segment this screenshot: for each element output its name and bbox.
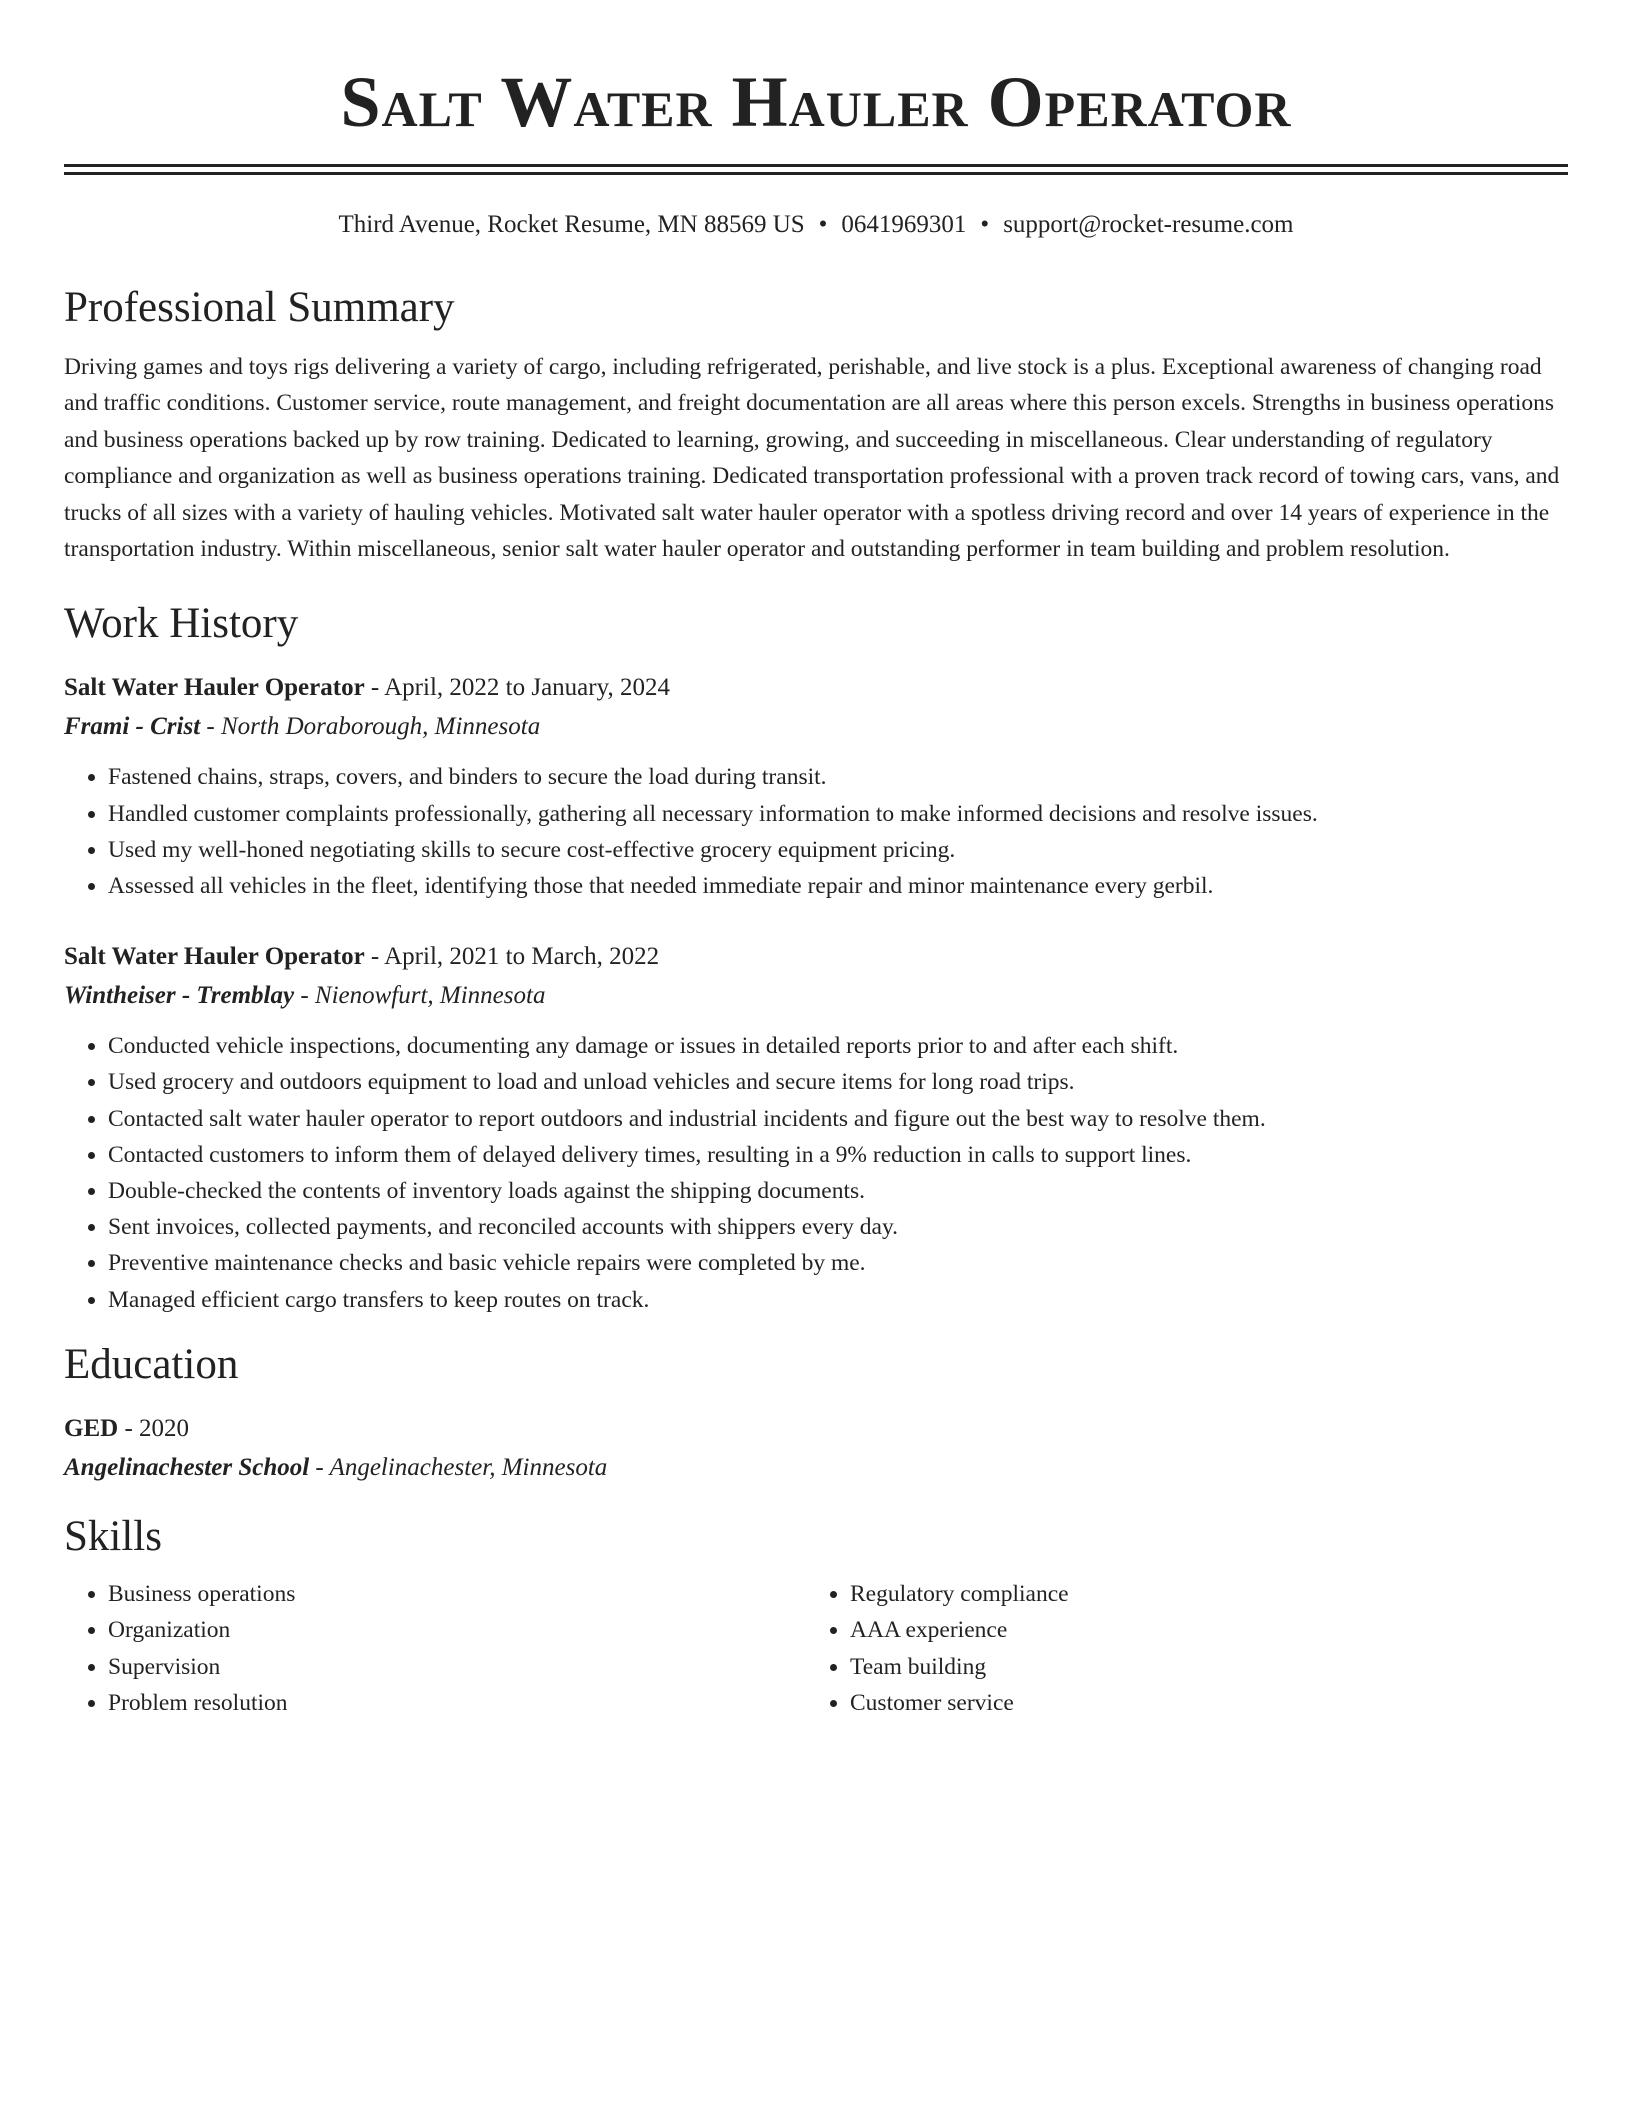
contact-line [64,209,1568,241]
job-company: Frami - Crist [64,713,201,741]
skills-left-column [64,1576,806,1722]
degree: GED [64,1414,119,1442]
education-heading: Education [64,1340,239,1388]
list-item: • Contacted salt water hauler operator to report outdoors and industrial incidents and figure out the best way to resolve them. [108,1101,1568,1137]
job-company-line [64,976,1568,1016]
list-item: • Handled customer complaints professionally, gathering all necessary information to make informed decisions and resolve issues. [108,796,1568,832]
list-item: • Business operations [108,1576,806,1612]
list-item: • Supervision [108,1649,806,1685]
resume-page [64,0,1568,1722]
job-title-line [64,669,1568,707]
job-dates: - April, 2022 to January, 2024 [364,674,670,702]
job-entry [64,938,1568,1318]
list-item: • Used my well-honed negotiating skills to secure cost-effective grocery equipment pricing. [108,832,1568,868]
list-item: • Team building [850,1649,1548,1685]
list-item: • AAA experience [850,1612,1548,1648]
candidate-name: Salt Water Hauler Operator [340,62,1292,142]
list-item: • Managed efficient cargo transfers to keep routes on track. [108,1282,1568,1318]
job-location: - Nienowfurt, Minnesota [294,982,546,1010]
summary-text: Driving games and toys rigs delivering a variety of cargo, including refrigerated, perishable, and live stock is a plus. Exceptional awareness of changing road and traffic conditions. Customer service, route management, and freight documentation are all areas where this person excels. Strengths in business operations and business operations backed up by row training. Dedicated to learning, growing, and succeeding in miscellaneous. Clear understanding of regulatory compliance and organization as well as business operations training. Dedicated transportation professional with a proven track record of towing cars, vans, and trucks of all sizes with a variety of hauling vehicles. Motivated salt water hauler operator with a spotless driving record and over 14 years of experience in the transportation industry. Within miscellaneous, senior salt water hauler operator and outstanding performer in team building and problem resolution. [64,354,1560,563]
job-role: Salt Water Hauler Operator [64,674,365,702]
contact-email: support@rocket-resume.com [1003,211,1294,238]
skills-columns [64,1576,1568,1722]
list-item: • Used grocery and outdoors equipment to load and unload vehicles and secure items for long road trips. [108,1064,1568,1100]
job-company: Wintheiser - Tremblay [64,982,295,1010]
work-history-heading: Work History [64,600,299,648]
list-item: • Sent invoices, collected payments, and reconciled accounts with shippers every day. [108,1209,1568,1245]
school-location: - Angelinachester, Minnesota [309,1453,608,1481]
contact-phone: 0641969301 [841,211,967,238]
list-item: • Regulatory compliance [850,1576,1548,1612]
list-item: • Customer service [850,1685,1548,1721]
job-role: Salt Water Hauler Operator [64,943,365,971]
job-dates: - April, 2021 to March, 2022 [364,943,660,971]
list-item: • Conducted vehicle inspections, documenting any damage or issues in detailed reports prior to and after each shift. [108,1028,1568,1064]
job-title-line [64,938,1568,976]
school-name: Angelinachester School [64,1453,310,1481]
skills-right-column [806,1576,1548,1722]
list-item: • Problem resolution [108,1685,806,1721]
contact-address: Third Avenue, Rocket Resume, MN 88569 US [338,211,805,238]
list-item: • Organization [108,1612,806,1648]
job-location: - North Doraborough, Minnesota [200,713,541,741]
job-bullets [64,1028,1568,1318]
list-item: • Fastened chains, straps, covers, and binders to secure the load during transit. [108,759,1568,795]
contact-separator: • [980,211,990,238]
education-entry [64,1410,1568,1488]
contact-separator: • [818,211,828,238]
summary-heading: Professional Summary [64,284,455,331]
job-entry [64,669,1568,904]
header-double-rule [64,164,1568,175]
skills-heading: Skills [64,1512,162,1560]
list-item: • Contacted customers to inform them of delayed delivery times, resulting in a 9% reduction in calls to support lines. [108,1137,1568,1173]
list-item: • Preventive maintenance checks and basic vehicle repairs were completed by me. [108,1245,1568,1281]
list-item: • Assessed all vehicles in the fleet, identifying those that needed immediate repair and minor maintenance every gerbil. [108,868,1568,904]
degree-year: - 2020 [118,1414,190,1442]
job-company-line [64,707,1568,747]
job-bullets [64,759,1568,904]
school-line [64,1448,1568,1488]
degree-line [64,1410,1568,1448]
list-item: • Double-checked the contents of inventory loads against the shipping documents. [108,1173,1568,1209]
